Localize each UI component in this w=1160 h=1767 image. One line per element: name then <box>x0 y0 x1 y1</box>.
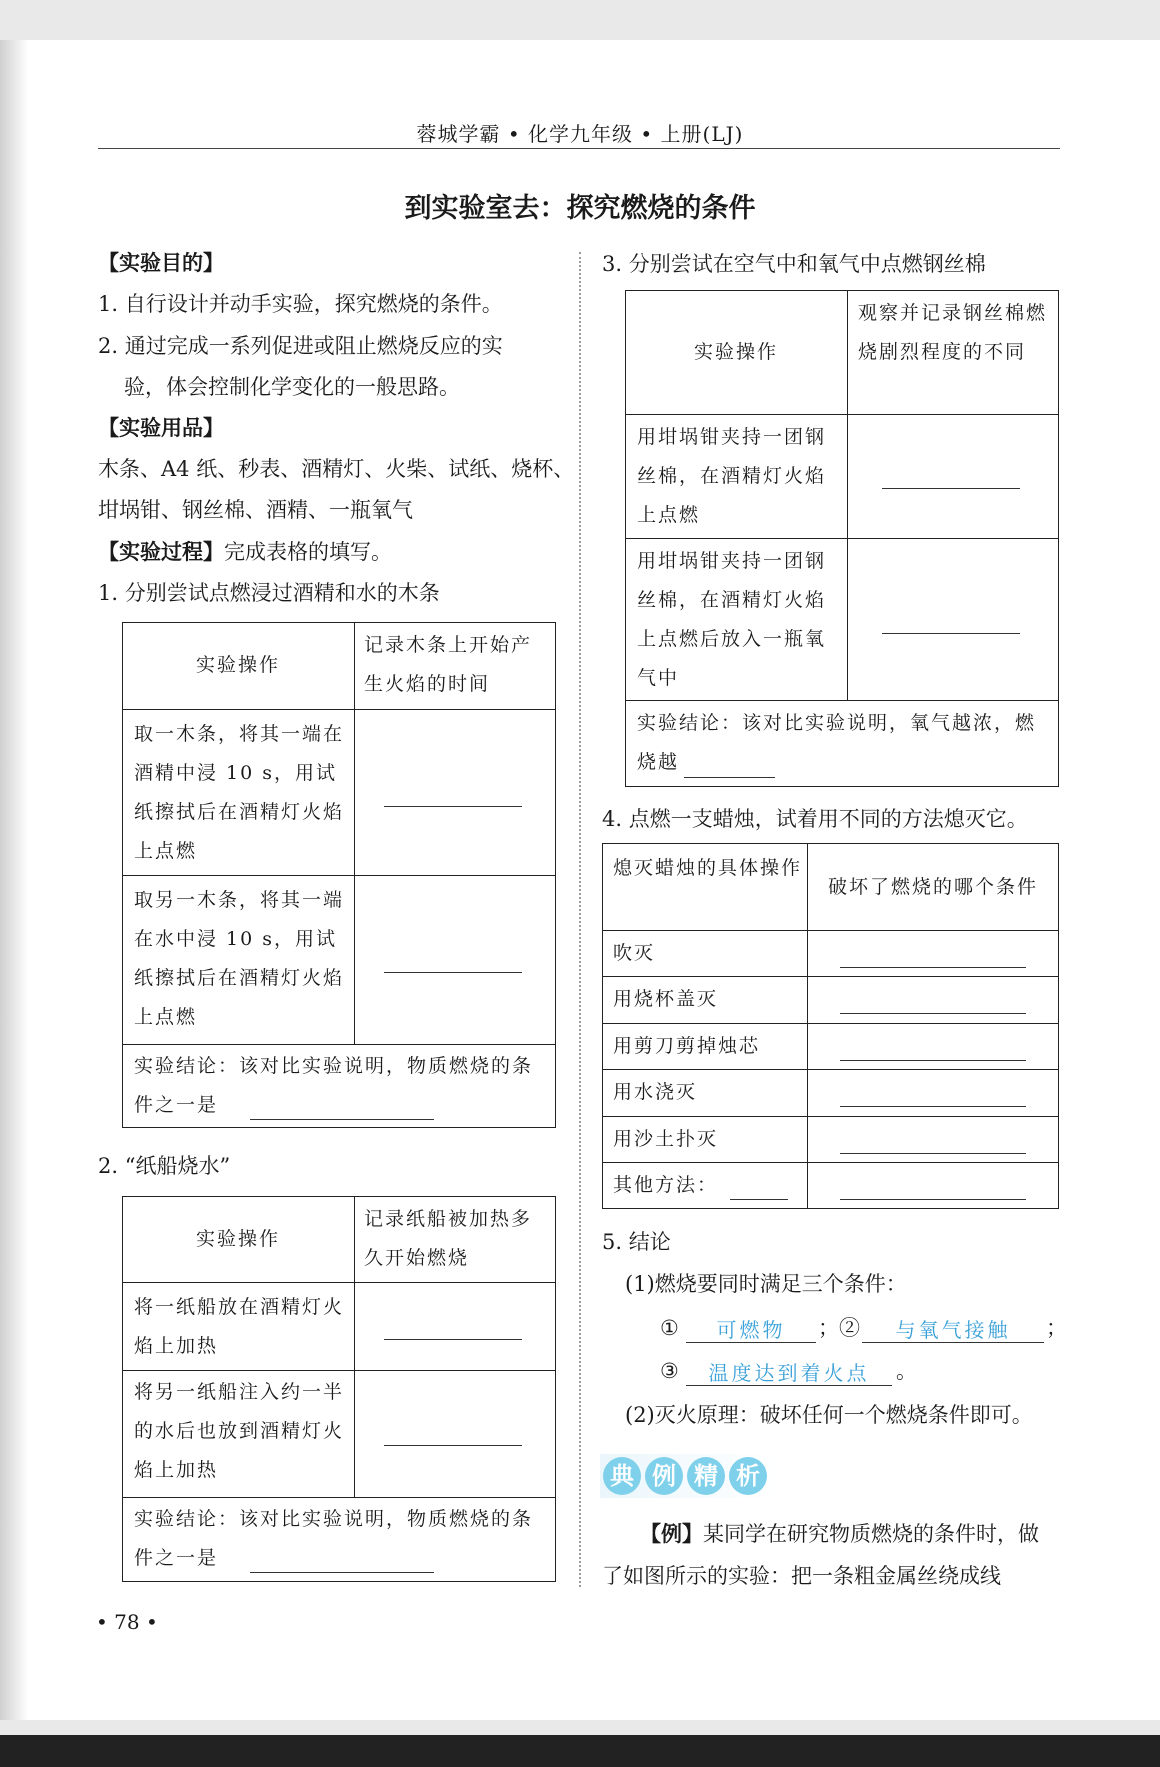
table2-row-rule <box>122 1370 556 1371</box>
condition-3-answer <box>686 1357 892 1386</box>
example-label: 【例】 <box>640 1522 703 1546</box>
example-badge: 典 <box>603 1457 641 1495</box>
step5-heading: 5. 结论 <box>602 1230 671 1254</box>
table1-row-rule <box>122 875 556 876</box>
table2-header-operation: 实验操作 <box>195 1228 280 1250</box>
table4-row-blank[interactable] <box>840 1013 1026 1014</box>
table3-header-rule <box>625 414 1059 415</box>
table1-conclusion: 实验结论：该对比实验说明，物质燃烧的条件之一是 <box>134 1055 534 1116</box>
table4-row-method: 吹灭 <box>613 942 656 964</box>
example-badge: 精 <box>687 1457 725 1495</box>
column-divider <box>579 252 581 1587</box>
condition-3-period: 。 <box>896 1359 917 1383</box>
table4-row-rule <box>602 976 1059 977</box>
condition-2-number: ；② <box>818 1316 860 1340</box>
example-badge: 例 <box>645 1457 683 1495</box>
table2-row1-operation: 将一纸船放在酒精灯火焰上加热 <box>134 1296 345 1357</box>
conclusion-1: (1)燃烧要同时满足三个条件： <box>625 1272 907 1296</box>
table3-row1-operation: 用坩埚钳夹持一团钢丝棉，在酒精灯火焰上点燃 <box>637 426 827 526</box>
page-shadow <box>0 40 28 1720</box>
table2-conclusion-rule <box>122 1497 556 1498</box>
table4-col-divider <box>807 843 808 1209</box>
table2-col-divider <box>354 1196 355 1498</box>
table2-header-rule <box>122 1282 556 1283</box>
table3-row1-blank[interactable] <box>882 488 1020 489</box>
process-heading: 【实验过程】 <box>98 540 224 564</box>
example-line-2: 了如图所示的实验：把一条粗金属丝绕成线 <box>602 1564 1001 1588</box>
table4-header-condition: 破坏了燃烧的哪个条件 <box>827 876 1038 898</box>
table1-header-operation: 实验操作 <box>195 654 280 676</box>
running-header: 蓉城学霸 • 化学九年级 • 上册(LJ) <box>416 122 744 146</box>
step3-heading: 3. 分别尝试在空气中和氧气中点燃钢丝棉 <box>602 252 986 276</box>
condition-3-number: ③ <box>660 1359 679 1383</box>
table1-conclusion-blank[interactable] <box>250 1119 434 1120</box>
table1-conclusion-rule <box>122 1044 556 1045</box>
table4-header-rule <box>602 930 1059 931</box>
step2-heading: 2. “纸船烧水” <box>98 1154 231 1178</box>
table4-row-method: 用水浇灭 <box>613 1081 698 1103</box>
table2-row2-blank[interactable] <box>384 1445 522 1446</box>
table4-row-blank[interactable] <box>840 1060 1026 1061</box>
materials-line-1: 木条、A4 纸、秒表、酒精灯、火柴、试纸、烧杯、 <box>98 457 575 481</box>
process-text: 完成表格的填写。 <box>224 540 392 564</box>
example-line-1 <box>640 1520 1039 1548</box>
condition-1-answer <box>686 1314 816 1343</box>
purpose-heading: 【实验目的】 <box>98 251 224 275</box>
condition-1-text: 可燃物 <box>716 1318 786 1342</box>
table4-row-rule <box>602 1069 1059 1070</box>
table1-col-divider <box>354 622 355 1045</box>
table3-row2-blank[interactable] <box>882 633 1020 634</box>
table4-row-blank[interactable] <box>840 1106 1026 1107</box>
example-text-1: 某同学在研究物质燃烧的条件时，做 <box>703 1522 1039 1546</box>
table3-header-observe: 观察并记录钢丝棉燃烧剧烈程度的不同 <box>858 302 1048 363</box>
table2-conclusion-blank[interactable] <box>250 1572 434 1573</box>
header-rule <box>98 148 1060 149</box>
step1-heading: 1. 分别尝试点燃浸过酒精和水的木条 <box>98 581 440 605</box>
table1-header-record: 记录木条上开始产生火焰的时间 <box>364 634 533 695</box>
purpose-item-2a: 2. 通过完成一系列促进或阻止燃烧反应的实 <box>98 334 503 358</box>
purpose-item-1: 1. 自行设计并动手实验，探究燃烧的条件。 <box>98 292 503 316</box>
page-number: • 78 • <box>96 1610 158 1634</box>
table4-row-method: 用烧杯盖灭 <box>613 988 719 1010</box>
process-line <box>98 538 392 566</box>
page-title: 到实验室去：探究燃烧的条件 <box>404 193 756 224</box>
table4-row-method: 用沙土扑灭 <box>613 1128 719 1150</box>
purpose-item-2b: 验，体会控制化学变化的一般思路。 <box>124 375 460 399</box>
table4-header-method: 熄灭蜡烛的具体操作 <box>613 857 803 879</box>
condition-2-answer <box>862 1314 1044 1343</box>
table4-row-method: 其他方法： <box>613 1174 719 1196</box>
table3-row2-operation: 用坩埚钳夹持一团钢丝棉，在酒精灯火焰上点燃后放入一瓶氧气中 <box>637 550 827 689</box>
bottom-band <box>0 1735 1160 1767</box>
table4-row-rule <box>602 1023 1059 1024</box>
table1-row1-operation: 取一木条，将其一端在酒精中浸 10 s，用试纸擦拭后在酒精灯火焰上点燃 <box>134 723 345 862</box>
table4-other-method-blank[interactable] <box>730 1199 788 1200</box>
table4-row-blank[interactable] <box>840 967 1026 968</box>
materials-heading: 【实验用品】 <box>98 416 224 440</box>
table2-header-record: 记录纸船被加热多久开始燃烧 <box>364 1208 533 1269</box>
table1-row2-operation: 取另一木条，将其一端在水中浸 10 s，用试纸擦拭后在酒精灯火焰上点燃 <box>134 889 345 1028</box>
table3-conclusion-blank[interactable] <box>684 777 775 778</box>
table2-conclusion: 实验结论：该对比实验说明，物质燃烧的条件之一是 <box>134 1508 534 1569</box>
table4-row-blank[interactable] <box>840 1199 1026 1200</box>
table1-header-rule <box>122 709 556 710</box>
condition-2-semicolon: ； <box>1046 1316 1067 1340</box>
table1-row1-blank[interactable] <box>384 806 522 807</box>
table3-conclusion-rule <box>625 700 1059 701</box>
conclusion-2: (2)灭火原理：破坏任何一个燃烧条件即可。 <box>625 1403 1033 1427</box>
table3-conclusion: 实验结论：该对比实验说明，氧气越浓，燃烧越 <box>637 712 1037 773</box>
table2-row1-blank[interactable] <box>384 1339 522 1340</box>
condition-2-text: 与氧气接触 <box>895 1318 1011 1342</box>
table4-row-rule <box>602 1162 1059 1163</box>
table4-row-blank[interactable] <box>840 1153 1026 1154</box>
table1-row2-blank[interactable] <box>384 972 522 973</box>
table4-row-method: 用剪刀剪掉烛芯 <box>613 1035 761 1057</box>
materials-line-2: 坩埚钳、钢丝棉、酒精、一瓶氧气 <box>98 498 413 522</box>
table2-row2-operation: 将另一纸船注入约一半的水后也放到酒精灯火焰上加热 <box>134 1381 345 1481</box>
table3-col-divider <box>847 290 848 701</box>
table4-row-rule <box>602 1116 1059 1117</box>
step4-heading: 4. 点燃一支蜡烛，试着用不同的方法熄灭它。 <box>602 807 1028 831</box>
table3-row-rule <box>625 538 1059 539</box>
condition-1-number: ① <box>660 1316 679 1340</box>
condition-3-text: 温度达到着火点 <box>708 1361 870 1385</box>
table3-header-operation: 实验操作 <box>693 341 778 363</box>
example-badge: 析 <box>729 1457 767 1495</box>
